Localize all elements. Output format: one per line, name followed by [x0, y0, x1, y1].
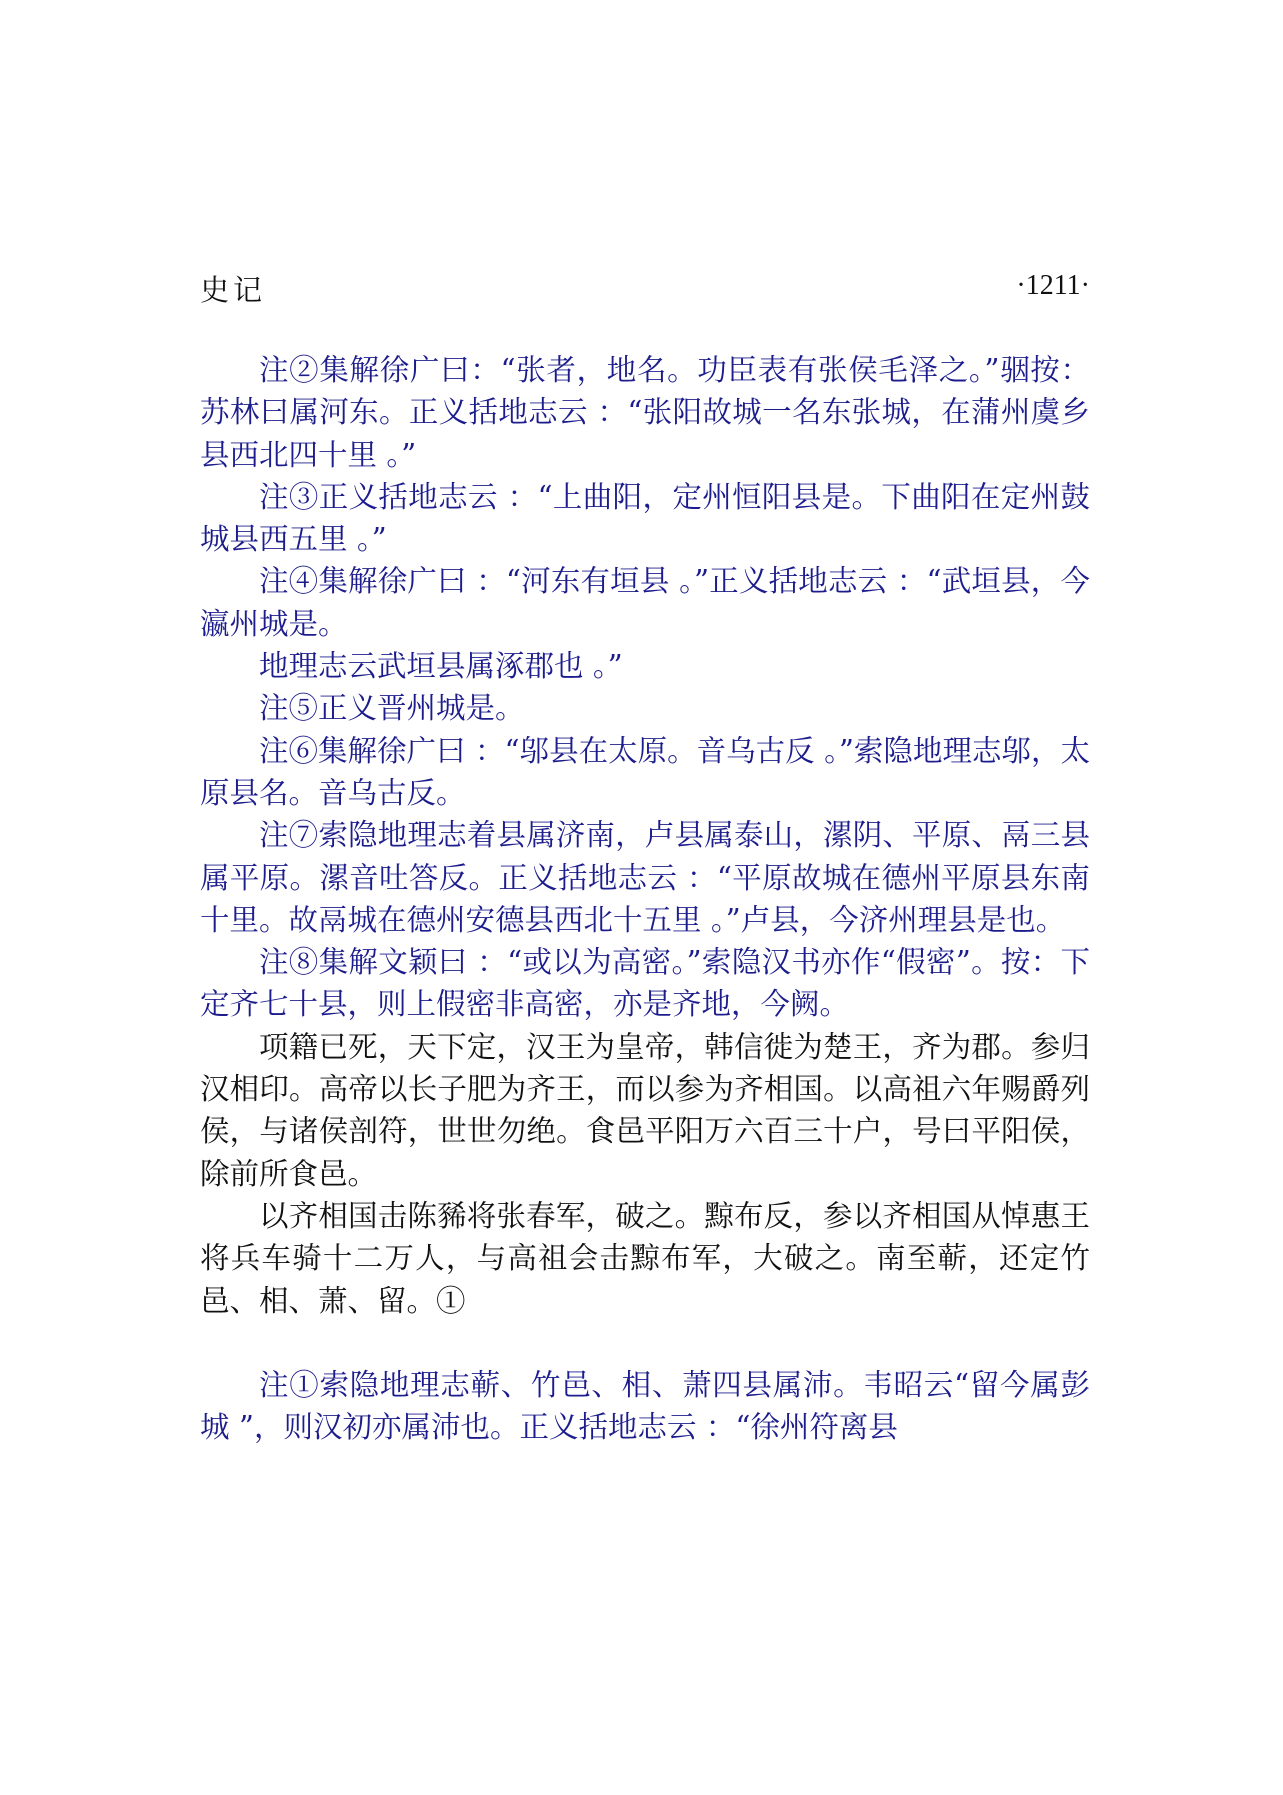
annotation-paragraph: 注①索隐地理志蕲、竹邑、相、萧四县属沛。韦昭云“留今属彭城 ”，则汉初亦属沛也。正义括地志云 ：“徐州符离县 — [200, 1367, 1090, 1445]
annotation-paragraph: 注⑤正义晋州城是。 — [259, 691, 525, 726]
annotation-paragraph: 注⑧集解文颖曰 ：“或以为高密。”索隐汉书亦作“假密”。按：下定齐七十县，则上假密非高密，亦是齐地，今阙。 — [200, 945, 1090, 1022]
main-text-paragraph: 项籍已死，天下定，汉王为皇帝，韩信徙为楚王，齐为郡。参归汉相印。高帝以长子肥为齐王，而以参为齐相国。以高祖六年赐爵列侯，与诸侯剖符，世世勿绝。食邑平阳万六百三十户，号曰平阳侯，除前所食邑。 — [200, 1029, 1090, 1191]
annotation-paragraph: 注⑦索隐地理志着县属济南，卢县属泰山，漯阴、平原、鬲三县属平原。漯音吐答反。正义括地志云 ：“平原故城在德州平原县东南十里。故鬲城在德州安德县西北十五里 。”卢县，今济州理县是也。 — [200, 818, 1090, 937]
main-text-paragraph: 以齐相国击陈豨将张春军，破之。黥布反，参以齐相国从悼惠王将兵车骑十二万人，与高祖会击黥布军，大破之。南至蕲，还定竹邑、相、萧、留。① — [200, 1198, 1090, 1318]
page-header — [200, 264, 1090, 314]
annotation-paragraph: 注④集解徐广曰 ：“河东有垣县 。”正义括地志云 ：“武垣县，今瀛州城是。 — [200, 564, 1090, 641]
page-body — [200, 349, 1090, 1448]
document-page — [200, 264, 1090, 1445]
page-number: ·1211· — [1016, 270, 1090, 301]
annotation-paragraph: 注③正义括地志云 ：“上曲阳，定州恒阳县是。下曲阳在定州鼓城县西五里 。” — [200, 479, 1090, 557]
annotation-paragraph: 注②集解徐广曰：“张者，地名。功臣表有张侯毛泽之。”骃按：苏林曰属河东。正义括地志云 ：“张阳故城一名东张城，在蒲州虞乡县西北四十里 。” — [200, 353, 1090, 472]
annotation-paragraph: 注⑥集解徐广曰 ：“邬县在太原。音乌古反 。”索隐地理志邬，太原县名。音乌古反。 — [200, 733, 1090, 810]
book-title: 史记 — [200, 273, 267, 307]
paragraph-spacer — [200, 1322, 1090, 1364]
annotation-paragraph: 地理志云武垣县属涿郡也 。” — [259, 649, 623, 684]
